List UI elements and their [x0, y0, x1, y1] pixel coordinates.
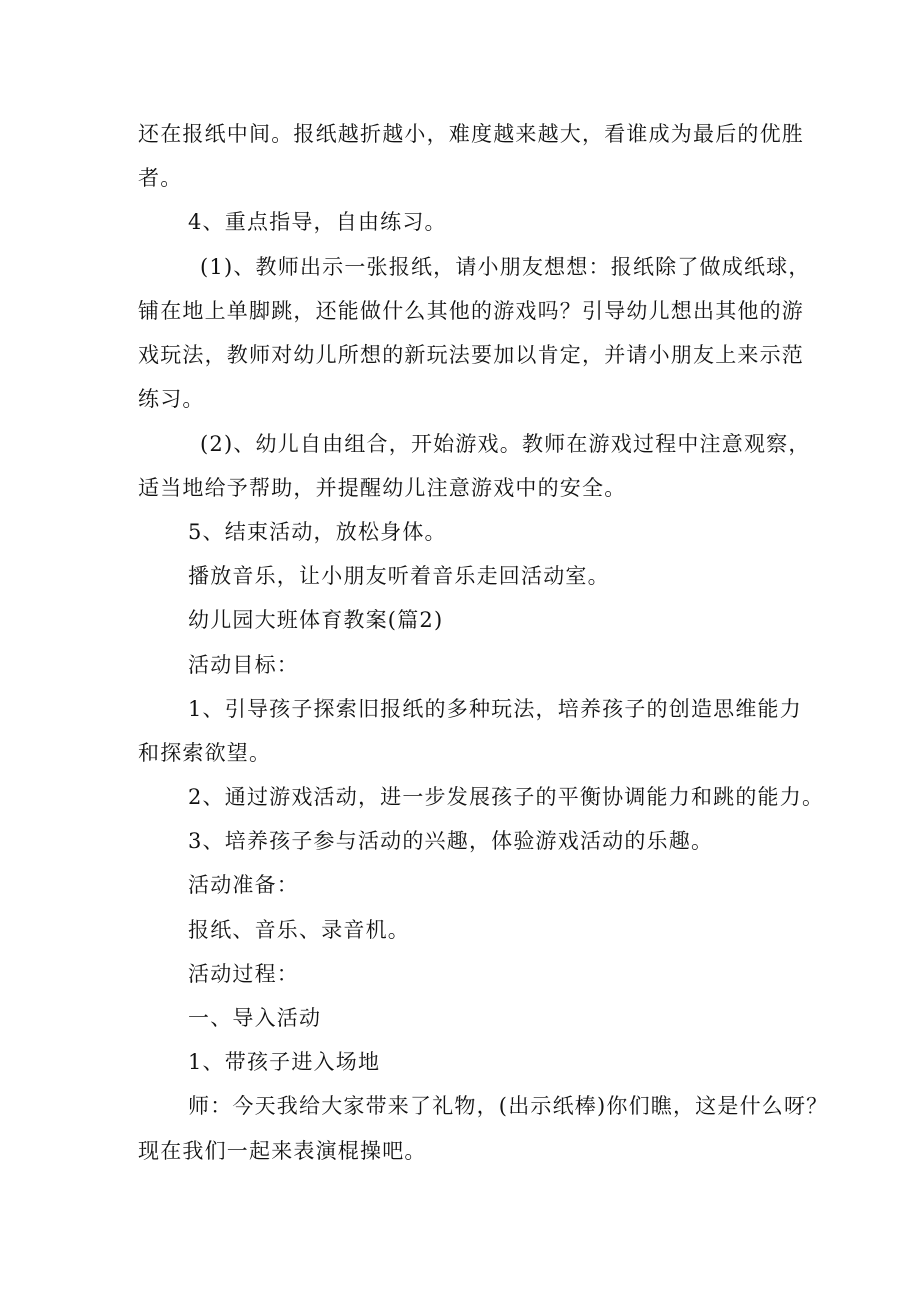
- section-heading: 5、结束活动，放松身体。: [188, 520, 447, 544]
- paragraph-line: 练习。: [138, 387, 205, 411]
- paragraph-line: 播放音乐，让小朋友听着音乐走回活动室。: [188, 564, 610, 588]
- list-item: 1、带孩子进入场地: [188, 1050, 381, 1074]
- section-heading: 活动目标：: [188, 653, 299, 677]
- paragraph-line: 师：今天我给大家带来了礼物，(出示纸棒)你们瞧，这是什么呀？: [188, 1094, 829, 1118]
- paragraph-line: 适当地给予帮助，并提醒幼儿注意游戏中的安全。: [138, 476, 627, 500]
- paragraph-line: (2)、幼儿自由组合，开始游戏。教师在游戏过程中注意观察，: [200, 432, 811, 456]
- list-item: 3、培养孩子参与活动的兴趣，体验游戏活动的乐趣。: [188, 829, 714, 853]
- list-item: 1、引导孩子探索旧报纸的多种玩法，培养孩子的创造思维能力: [188, 697, 802, 721]
- paragraph-line: 者。: [138, 166, 183, 190]
- list-item: 2、通过游戏活动，进一步发展孩子的平衡协调能力和跳的能力。: [188, 785, 825, 809]
- paragraph-line: 戏玩法，教师对幼儿所想的新玩法要加以肯定，并请小朋友上来示范: [138, 343, 804, 367]
- paragraph-line: (1)、教师出示一张报纸，请小朋友想想：报纸除了做成纸球，: [200, 255, 811, 279]
- section-heading: 活动过程：: [188, 962, 299, 986]
- paragraph-line: 铺在地上单脚跳，还能做什么其他的游戏吗？引导幼儿想出其他的游: [138, 299, 804, 323]
- paragraph-line: 还在报纸中间。报纸越折越小，难度越来越大，看谁成为最后的优胜: [138, 122, 804, 146]
- section-heading: 4、重点指导，自由练习。: [188, 210, 447, 234]
- section-heading: 活动准备：: [188, 873, 299, 897]
- document-title: 幼儿园大班体育教案(篇2): [188, 608, 444, 632]
- paragraph-line: 和探索欲望。: [138, 741, 272, 765]
- paragraph-line: 现在我们一起来表演棍操吧。: [138, 1139, 427, 1163]
- paragraph-line: 报纸、音乐、录音机。: [188, 918, 410, 942]
- section-heading: 一、导入活动: [188, 1006, 322, 1030]
